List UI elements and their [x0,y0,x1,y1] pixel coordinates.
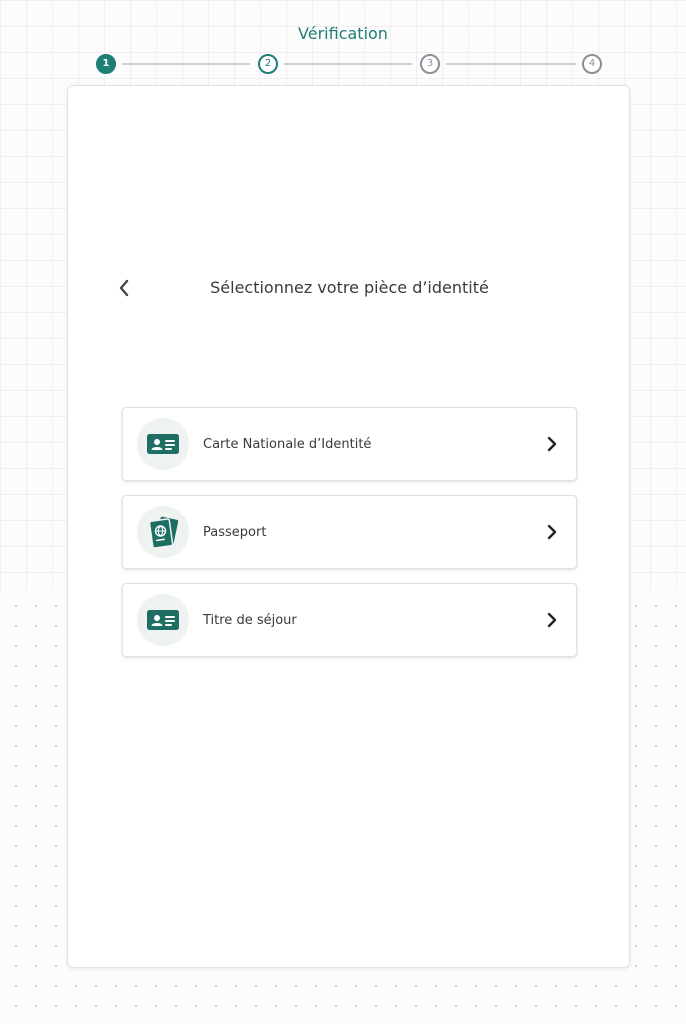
chevron-right-icon [542,522,562,542]
option-label: Passeport [203,524,267,540]
option-label: Titre de séjour [203,612,297,628]
option-id-card[interactable] [122,407,577,481]
stepper-connector [122,63,250,65]
chevron-right-icon [542,434,562,454]
step-2: 2 [258,54,278,74]
option-label: Carte Nationale d’Identité [203,436,372,452]
passport-icon [137,506,189,558]
page-header-title: Vérification [298,24,388,43]
progress-stepper [96,54,602,74]
step-4: 4 [582,54,602,74]
chevron-right-icon [542,610,562,630]
step-1: 1 [96,54,116,74]
id-selection-card [67,85,630,968]
step-3: 3 [420,54,440,74]
stepper-connector [284,63,412,65]
page-title: Sélectionnez votre pièce d’identité [210,278,489,297]
id-card-icon [137,418,189,470]
residence-permit-icon [137,594,189,646]
option-passport[interactable] [122,495,577,569]
option-residence-permit[interactable] [122,583,577,657]
stepper-connector [446,63,576,65]
